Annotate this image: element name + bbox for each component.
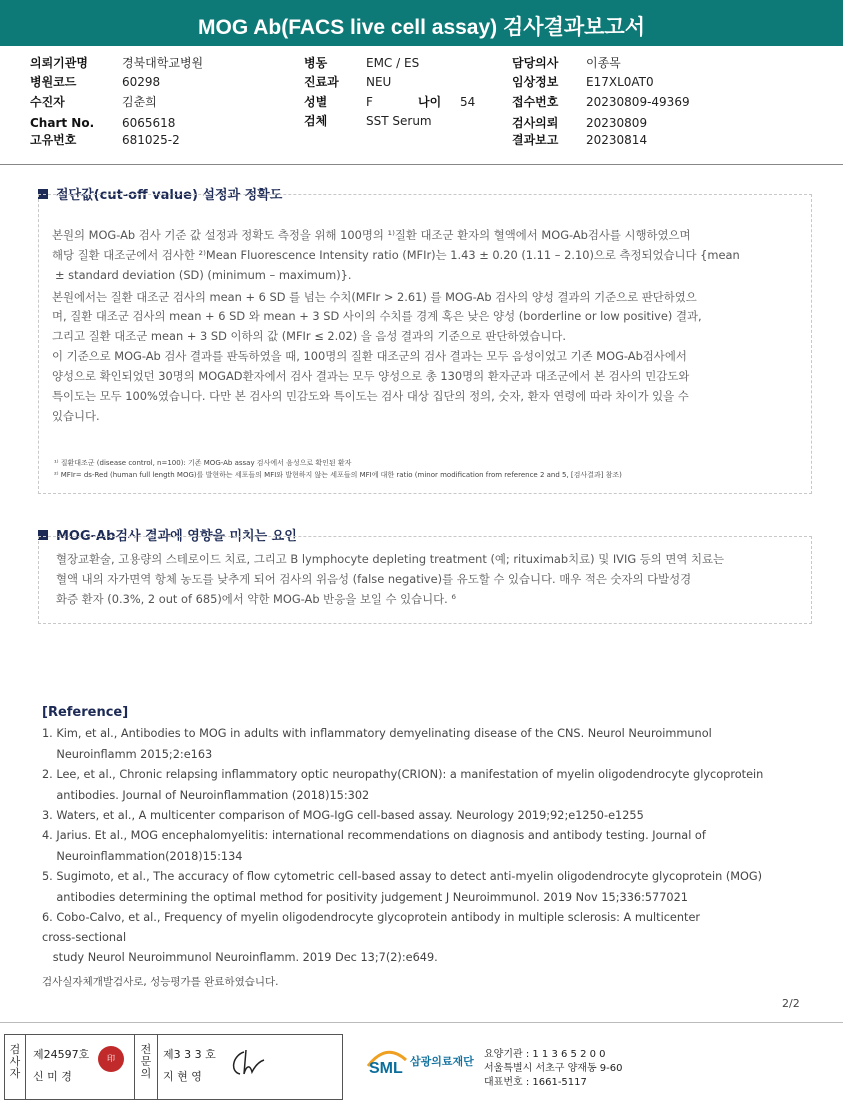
footer-divider (0, 1022, 843, 1023)
section2-line: 화증 환자 (0.3%, 2 out of 685)에서 약한 MOG-Ab 반응을 보일 수 있습니다. ⁶ (56, 592, 456, 606)
specimen-value: SST Serum (366, 114, 432, 128)
receipt-label: 접수번호 (512, 95, 559, 109)
logo-text: SML (369, 1060, 403, 1076)
section1-line: 며, 질환 대조군 검사의 mean + 6 SD 와 mean + 3 SD 사이의 수치를 경계 혹은 낮은 양성 (borderline or low positive) 결과, (52, 309, 702, 323)
report-title: MOG Ab(FACS live cell assay) 검사결과보고서 (0, 0, 843, 46)
unique-value: 681025-2 (122, 133, 180, 147)
header-divider (0, 164, 843, 165)
recipient-value: 김춘희 (122, 95, 157, 109)
chart-label: Chart No. (30, 116, 95, 130)
reference-line: 3. Waters, et al., A multicenter comparison of MOG-IgG cell-based assay. Neurology 2019;92;e1250-e1255 (42, 809, 644, 822)
lab-name: 삼광의료재단 (410, 1055, 474, 1068)
section1-line: 그리고 질환 대조군 mean + 3 SD 이하의 값 (MFIr ≤ 2.02) 을 음성 결과의 기준으로 판단하였습니다. (52, 329, 566, 343)
clinical-label: 임상정보 (512, 75, 559, 89)
age-value: 54 (460, 95, 476, 109)
reference-line: Neuroinflammation(2018)15:134 (42, 850, 243, 863)
chart-value: 6065618 (122, 116, 176, 130)
reference-line: 4. Jarius. Et al., MOG encephalomyelitis: international recommendations on diagnosis and antibody testing. Journal of (42, 829, 706, 842)
ward-value: EMC / ES (366, 56, 420, 70)
lab-address: 서울특별시 서초구 양재동 9-60 (484, 1063, 623, 1074)
institution-value: 경북대학교병원 (122, 56, 204, 70)
sml-logo-icon (366, 1046, 408, 1076)
reference-line: cross-sectional (42, 931, 127, 944)
dept-label: 진료과 (304, 75, 339, 89)
inspector-label: 검사자 (9, 1043, 21, 1080)
reference-line: 1. Kim, et al., Antibodies to MOG in adults with inflammatory demyelinating disease of the CNS. Neurol Neuroimmunol (42, 727, 712, 740)
doctor-value: 이종목 (586, 56, 621, 70)
receipt-value: 20230809-49369 (586, 95, 690, 109)
lab-phone: 대표번호 : 1661-5117 (484, 1077, 587, 1088)
report-date-label: 결과보고 (512, 133, 559, 147)
inspector-license: 제24597호 (33, 1048, 90, 1061)
reference-heading: [Reference] (42, 705, 129, 720)
age-label: 나이 (418, 95, 442, 109)
specimen-label: 검체 (304, 114, 328, 128)
hospital-code-value: 60298 (122, 75, 161, 89)
signature-divider (25, 1034, 26, 1099)
dept-value: NEU (366, 75, 392, 89)
section1-line: 있습니다. (52, 409, 100, 423)
doctor-label: 담당의사 (512, 56, 559, 70)
recipient-label: 수진자 (30, 95, 65, 109)
signature-divider (157, 1034, 158, 1099)
lab-logo (366, 1046, 474, 1076)
reference-line: 5. Sugimoto, et al., The accuracy of flow cytometric cell-based assay to detect anti-myelin oligodendrocyte glycoprotein (MOG) (42, 870, 763, 883)
signature-box (4, 1034, 343, 1100)
section1-line: 해당 질환 대조군에서 검사한 ²⁾Mean Fluorescence Intensity ratio (MFIr)는 1.43 ± 0.20 (1.11 – 2.10)으로 측정되었습니다 {mean (52, 248, 740, 262)
reference-line: antibodies. Journal of Neuroinflammation (2018)15:302 (42, 789, 370, 802)
request-label: 검사의뢰 (512, 116, 559, 130)
report-date-value: 20230814 (586, 133, 648, 147)
reference-line: 6. Cobo-Calvo, et al., Frequency of myelin oligodendrocyte glycoprotein antibody in multiple sclerosis: A multicenter (42, 911, 701, 924)
approver-name: 지 현 영 (163, 1070, 202, 1083)
section2-line: 혈액 내의 자가면역 항체 농도를 낮추게 되어 검사의 위음성 (false negative)를 유도할 수 있습니다. 매우 적은 숫자의 다발성경 (56, 572, 692, 586)
reference-line: antibodies determining the optimal method for positivity judgement J Neuroimmunol. 2019 Nov 15;336:577021 (42, 891, 688, 904)
ward-label: 병동 (304, 56, 328, 70)
clinical-value: E17XL0AT0 (586, 75, 654, 89)
section1-line: 이 기준으로 MOG-Ab 검사 결과를 판독하였을 때, 100명의 질환 대조군의 검사 결과는 모두 음성이었고 기존 MOG-Ab검사에서 (52, 349, 687, 363)
sex-value: F (366, 95, 373, 109)
request-value: 20230809 (586, 116, 648, 130)
reference-line: 2. Lee, et al., Chronic relapsing inflammatory optic neuropathy(CRION): a manifestation of myelin oligodendrocyte glycoprotein (42, 768, 764, 781)
inspector-name: 신 미 경 (33, 1070, 72, 1083)
approver-label: 전문의 (140, 1043, 152, 1080)
section2-heading-text: MOG-Ab검사 결과에 영향을 미치는 요인 (56, 529, 297, 544)
section1-line: 특이도는 모두 100%였습니다. 다만 본 검사의 민감도와 특이도는 검사 대상 집단의 정의, 숫자, 환자 연령에 따라 차이가 있을 수 (52, 389, 689, 403)
hospital-code-label: 병원코드 (30, 75, 77, 89)
signature-icon (226, 1046, 268, 1082)
section1-line: ± standard deviation (SD) (minimum – maximum)}. (55, 268, 352, 282)
footnote: ¹⁾ 질환대조군 (disease control, n=100): 기존 MOG-Ab assay 검사에서 음성으로 확인된 환자 (54, 459, 352, 467)
seal-stamp-icon: 印 (98, 1046, 124, 1072)
section1-heading-text: 절단값(cut-off value) 설정과 정확도 (56, 188, 283, 203)
section1-line: 양성으로 확인되었던 30명의 MOGAD환자에서 검사 결과는 모두 양성으로 총 130명의 환자군과 대조군에서 본 검사의 민감도와 (52, 369, 690, 383)
lab-code: 요양기관 : 1 1 3 6 5 2 0 0 (484, 1049, 606, 1060)
page-number: 2/2 (782, 997, 800, 1010)
reference-line: study Neurol Neuroimmunol Neuroinflamm. 2019 Dec 13;7(2):e649. (42, 951, 438, 964)
section1-line: 본원의 MOG-Ab 검사 기준 값 설정과 정확도 측정을 위해 100명의 ¹⁾질환 대조군 환자의 혈액에서 MOG-Ab검사를 시행하였으며 (52, 228, 691, 242)
footnote: ²⁾ MFIr= ds-Red (human full length MOG)를 발현하는 세포들의 MFI와 발현하지 않는 세포들의 MFI에 대한 ratio (minor modification from reference 2 and 5, [검사결과] 참조) (54, 471, 622, 479)
signature-divider (134, 1034, 135, 1099)
sex-label: 성별 (304, 95, 328, 109)
reference-line: Neuroinflamm 2015;2:e163 (42, 748, 213, 761)
institution-label: 의뢰기관명 (30, 56, 88, 70)
approver-license: 제3 3 3 호 (163, 1048, 216, 1061)
section2-line: 혈장교환술, 고용량의 스테로이드 치료, 그리고 B lymphocyte depleting treatment (예; rituximab치료) 및 IVIG 등의 면역 치료는 (56, 552, 725, 566)
section1-line: 본원에서는 질환 대조군 검사의 mean + 6 SD 를 넘는 수치(MFIr > 2.61) 를 MOG-Ab 검사의 양성 결과의 기준으로 판단하였으 (52, 290, 697, 304)
validation-note: 검사실자체개발검사로, 성능평가를 완료하였습니다. (42, 976, 279, 988)
unique-label: 고유번호 (30, 133, 77, 147)
